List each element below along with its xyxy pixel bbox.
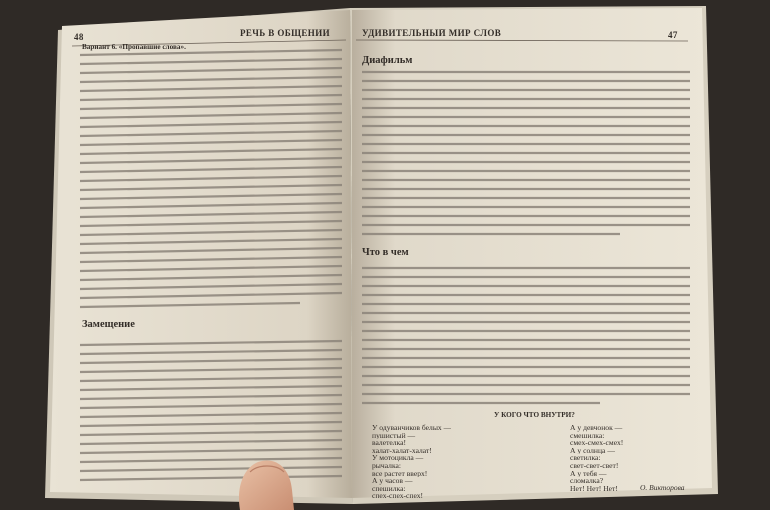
- poem-line: свет-свет-свет!: [570, 461, 619, 470]
- poem-line: смешилка:: [570, 431, 605, 440]
- poem-line: А у тебя —: [570, 469, 607, 478]
- poem-line: халат-халат-халат!: [372, 446, 432, 455]
- left-variant-heading: Вариант 6. «Пропавшие слова».: [82, 44, 186, 51]
- poem-line: А у девчонок —: [570, 424, 623, 432]
- right-section-title-chto-v-chem: Что в чем: [362, 248, 409, 258]
- right-running-head: УДИВИТЕЛЬНЫЙ МИР СЛОВ: [362, 29, 502, 38]
- poem-line: рычалка:: [372, 461, 401, 470]
- left-section-title: Замещение: [82, 320, 135, 330]
- left-running-head: РЕЧЬ В ОБЩЕНИИ: [240, 29, 330, 38]
- poem-line: спех-спех-спех!: [372, 492, 424, 500]
- poem-right-column: [570, 424, 623, 492]
- poem-line: сломалка?: [570, 477, 604, 485]
- poem-left-column: [372, 424, 451, 500]
- poem-line: спешилка:: [372, 484, 406, 493]
- poem-line: светилка:: [570, 454, 601, 462]
- poem-line: У мотоцикла —: [372, 454, 424, 462]
- poem-title: У КОГО ЧТО ВНУТРИ?: [494, 412, 575, 419]
- poem-line: А у солнца —: [570, 446, 615, 455]
- poem-author: О. Викторова: [640, 484, 685, 492]
- poem-line: смех-смех-смех!: [570, 439, 624, 447]
- poem-line: Нет! Нет! Нет!: [570, 484, 618, 493]
- poem-line: У одуванчиков белых —: [372, 424, 452, 432]
- left-page-number: 48: [74, 33, 84, 42]
- right-section-title-diafilm: Диафильм: [362, 56, 413, 66]
- poem-line: все растет вверх!: [372, 469, 428, 478]
- poem-line: пушистый —: [372, 431, 416, 440]
- poem-line: валетелка!: [372, 439, 407, 447]
- right-page-number: 47: [668, 31, 678, 40]
- poem-line: А у часов —: [372, 477, 413, 485]
